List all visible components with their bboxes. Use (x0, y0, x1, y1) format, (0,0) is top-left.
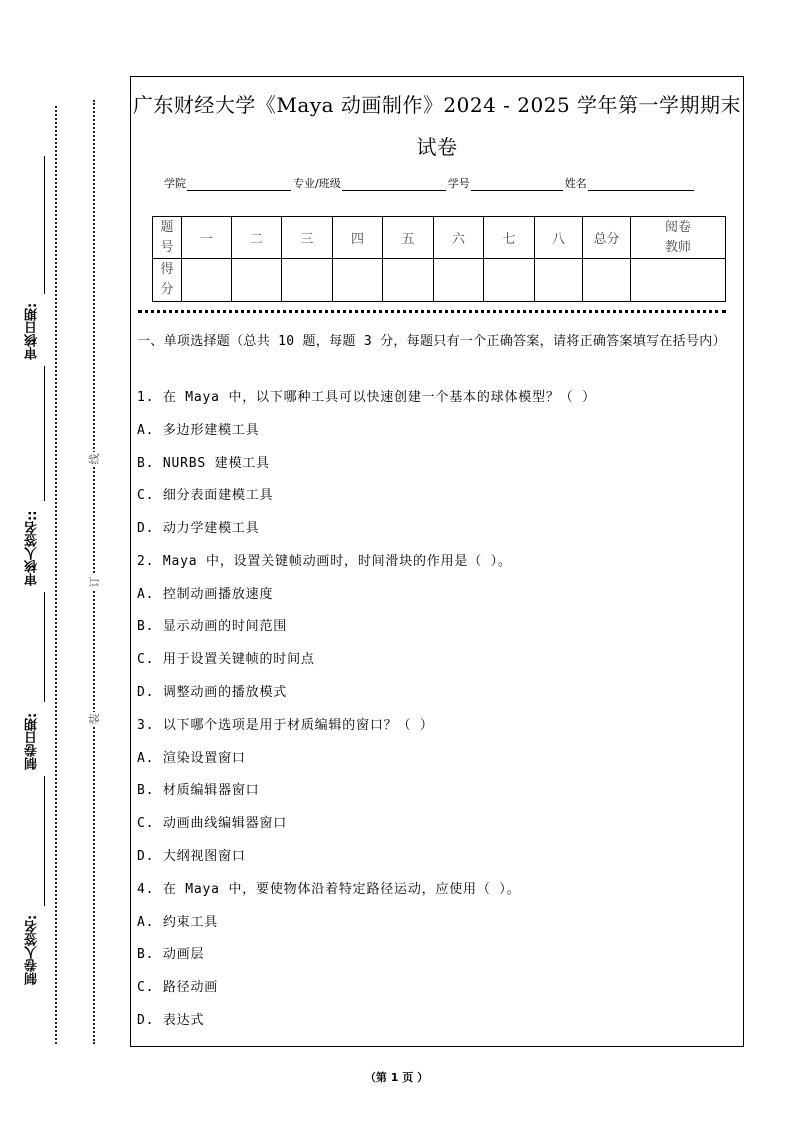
signature-line (44, 366, 45, 501)
grader-header: 阅卷教师 (664, 219, 691, 255)
score-label: 得分 (160, 262, 174, 297)
review-date-label: 审核日期: (25, 302, 40, 360)
binding-char-line: 线 (88, 453, 101, 465)
exam-title: 广东财经大学《Maya 动画制作》2024 - 2025 学年第一学期期末 (132, 93, 742, 117)
score-table-header-row (153, 217, 726, 259)
binding-char-bind: 装 (88, 713, 101, 725)
question-option: A. 多边形建模工具 (137, 423, 260, 438)
score-cell[interactable] (282, 259, 333, 302)
question-option: B. 显示动画的时间范围 (137, 619, 288, 634)
column-header: 一 (182, 217, 232, 259)
question-option: A. 渲染设置窗口 (137, 751, 246, 766)
grader-cell[interactable] (631, 259, 726, 302)
question-stem: 4. 在 Maya 中，要使物体沿着特定路径运动，应使用（ ）。 (137, 882, 521, 897)
name-label: 姓名 (564, 177, 587, 190)
column-header: 三 (282, 217, 333, 259)
column-header: 五 (383, 217, 434, 259)
score-cell[interactable] (383, 259, 434, 302)
section-single-choice (137, 331, 737, 1028)
grader-header-cell (631, 217, 726, 259)
question-option: A. 约束工具 (137, 915, 219, 930)
signature-line (44, 592, 45, 702)
question-stem: 2. Maya 中，设置关键帧动画时，时间滑块的作用是（ ）。 (137, 554, 512, 569)
score-cell[interactable] (182, 259, 232, 302)
paper-date-label: 制卷日期: (25, 712, 40, 770)
column-header: 四 (333, 217, 383, 259)
score-label-cell (153, 259, 182, 302)
dotted-cut-line (93, 100, 95, 1044)
question-number-label-cell (153, 217, 182, 259)
question-option: C. 动画曲线编辑器窗口 (137, 816, 288, 831)
question-option: A. 控制动画播放速度 (137, 587, 274, 602)
page-number: （第 1 页 ） (364, 1071, 429, 1084)
college-field[interactable] (187, 177, 291, 191)
question-option: B. 动画层 (137, 947, 205, 962)
question-option: D. 调整动画的播放模式 (137, 685, 288, 700)
college-label: 学院 (164, 177, 186, 190)
question-option: C. 细分表面建模工具 (137, 488, 274, 503)
major-class-field[interactable] (342, 177, 446, 191)
total-score-header: 总分 (583, 217, 631, 259)
question-option: C. 路径动画 (137, 980, 219, 995)
column-header: 八 (535, 217, 583, 259)
major-class-label: 专业/班级 (293, 177, 341, 190)
name-field[interactable] (588, 177, 694, 191)
score-table (152, 216, 726, 302)
question-stem: 3. 以下哪个选项是用于材质编辑的窗口？（ ） (137, 718, 434, 733)
student-id-label: 学号 (447, 177, 470, 190)
signature-line (44, 776, 45, 906)
dotted-binding-line (55, 106, 57, 1044)
question-option: B. 材质编辑器窗口 (137, 783, 260, 798)
exam-title-continued: 试卷 (416, 135, 458, 159)
score-cell[interactable] (232, 259, 282, 302)
author-signature-label: 制卷人签名: (25, 914, 40, 986)
column-header: 七 (484, 217, 535, 259)
column-header: 二 (232, 217, 282, 259)
score-cell[interactable] (434, 259, 484, 302)
student-id-field[interactable] (471, 177, 563, 191)
question-stem: 1. 在 Maya 中，以下哪种工具可以快速创建一个基本的球体模型？（ ） (137, 390, 596, 405)
column-header: 六 (434, 217, 484, 259)
question-option: C. 用于设置关键帧的时间点 (137, 652, 315, 667)
question-option: B. NURBS 建模工具 (137, 456, 270, 471)
question-option: D. 大纲视图窗口 (137, 849, 246, 864)
score-cell[interactable] (484, 259, 535, 302)
score-cell[interactable] (535, 259, 583, 302)
student-info-row (164, 175, 696, 191)
binding-char-staple: 订 (88, 576, 101, 588)
signature-line (44, 156, 45, 294)
dotted-separator (138, 310, 726, 313)
exam-paper-frame (130, 76, 744, 1047)
reviewer-signature-label: 审核人签名:: (25, 510, 40, 586)
question-option: D. 表达式 (137, 1013, 205, 1028)
section-heading: 一、单项选择题（总共 10 题，每题 3 分，每题只有一个正确答案，请将正确答案填写在括号内） (137, 334, 726, 349)
score-table-score-row (153, 259, 726, 302)
total-score-cell[interactable] (583, 259, 631, 302)
score-cell[interactable] (333, 259, 383, 302)
question-option: D. 动力学建模工具 (137, 521, 260, 536)
question-number-label: 题号 (160, 219, 174, 255)
